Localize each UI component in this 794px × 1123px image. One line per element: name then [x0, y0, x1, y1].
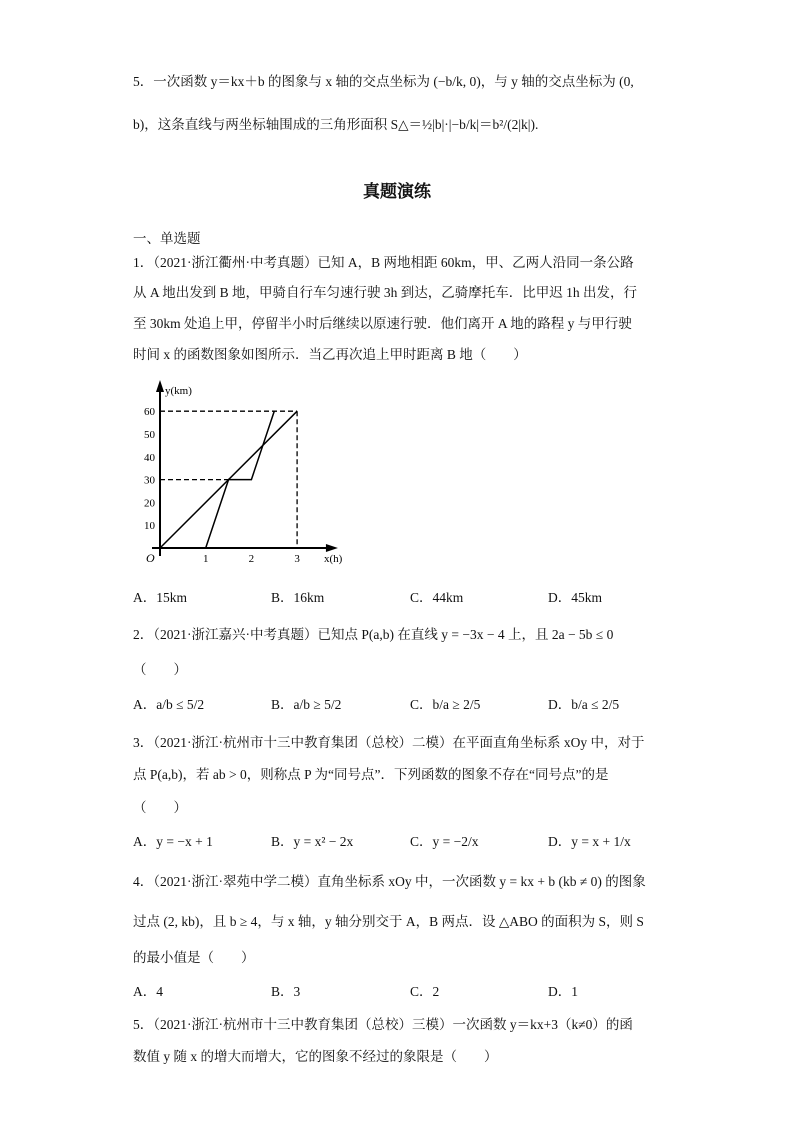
- q4-option-c[interactable]: C．2: [410, 984, 440, 999]
- q3-option-a[interactable]: A．y = −x + 1: [133, 834, 213, 849]
- q3-option-d[interactable]: D．y = x + 1/x: [548, 834, 631, 849]
- q1-line: 时间 x 的函数图象如图所示．当乙再次追上甲时距离 B 地（ ）: [133, 347, 527, 362]
- q3-option-c[interactable]: C．y = −2/x: [410, 834, 479, 849]
- q5-line: 5．（2021·浙江·杭州市十三中教育集团（总校）三模）一次函数 y＝kx+3（k≠0）的函: [133, 1017, 633, 1032]
- q4-option-a[interactable]: A．4: [133, 984, 163, 999]
- y-tick-label: 50: [144, 429, 155, 441]
- y-tick-label: 60: [144, 406, 155, 419]
- q3-line: 点 P(a,b)，若 ab > 0，则称点 P 为“同号点”．下列函数的图象不存在“同号点”的是: [133, 767, 609, 782]
- q4-line: 过点 (2, kb)，且 b ≥ 4，与 x 轴，y 轴分别交于 A，B 两点．设 △ABO 的面积为 S，则 S: [133, 914, 644, 929]
- q4-line: 4．（2021·浙江·翠苑中学二模）直角坐标系 xOy 中，一次函数 y = kx + b (kb ≠ 0) 的图象: [133, 874, 646, 889]
- y-tick-label: 10: [144, 520, 155, 533]
- q1-option-d[interactable]: D．45km: [548, 590, 602, 605]
- series-line-乙: [206, 411, 275, 548]
- summary-line-1: 5．一次函数 y＝kx＋b 的图象与 x 轴的交点坐标为 (−b/k, 0)，与 y 轴的交点坐标为 (0,: [133, 74, 634, 89]
- y-tick-label: 30: [144, 474, 155, 487]
- section-title: 真题演练: [363, 182, 431, 201]
- section-type: 一、单选题: [133, 231, 201, 246]
- x-tick-label: 2: [248, 553, 255, 565]
- x-tick-label: 1: [202, 553, 209, 565]
- q1-line: 1．（2021·浙江衢州·中考真题）已知 A，B 两地相距 60km，甲、乙两人沿同一条公路: [133, 255, 634, 270]
- x-tick-label: 3: [294, 553, 300, 565]
- q2-option-d[interactable]: D．b/a ≤ 2/5: [548, 697, 620, 712]
- q4-option-d[interactable]: D．1: [548, 984, 578, 999]
- q2-line: （ ）: [133, 662, 187, 677]
- q2-line: 2．（2021·浙江嘉兴·中考真题）已知点 P(a,b) 在直线 y = −3x − 4 上，且 2a − 5b ≤ 0: [133, 627, 614, 642]
- y-axis-arrow-icon: [156, 380, 164, 392]
- q2-option-c[interactable]: C．b/a ≥ 2/5: [410, 697, 481, 712]
- summary-line-2: b)，这条直线与两坐标轴围成的三角形面积 S△＝½|b|·|−b/k|＝b²/(2|k|).: [133, 117, 539, 132]
- distance-time-chart: [125, 378, 355, 578]
- q1-option-b[interactable]: B．16km: [271, 590, 325, 605]
- x-axis-label: x(h): [323, 553, 343, 565]
- y-axis-label: y(km): [165, 385, 192, 397]
- y-tick-label: 20: [144, 497, 155, 510]
- q4-option-b[interactable]: B．3: [271, 984, 301, 999]
- q2-option-a[interactable]: A．a/b ≤ 5/2: [133, 697, 205, 712]
- q1-line: 至 30km 处追上甲，停留半小时后继续以原速行驶．他们离开 A 地的路程 y 与甲行驶: [133, 316, 632, 331]
- q4-line: 的最小值是（ ）: [133, 950, 255, 965]
- q1-line: 从 A 地出发到 B 地，甲骑自行车匀速行驶 3h 到达，乙骑摩托车．比甲迟 1h 出发，行: [133, 285, 638, 300]
- q3-line: （ ）: [133, 800, 187, 815]
- y-tick-label: 40: [144, 451, 155, 464]
- q3-option-b[interactable]: B．y = x² − 2x: [271, 834, 354, 849]
- q1-option-a[interactable]: A．15km: [133, 590, 187, 605]
- q1-option-c[interactable]: C．44km: [410, 590, 464, 605]
- q3-line: 3．（2021·浙江·杭州市十三中教育集团（总校）二模）在平面直角坐标系 xOy 中，对于: [133, 735, 645, 750]
- origin-label: O: [146, 551, 155, 565]
- q5-line: 数值 y 随 x 的增大而增大，它的图象不经过的象限是（ ）: [133, 1049, 498, 1064]
- q2-option-b[interactable]: B．a/b ≥ 5/2: [271, 697, 342, 712]
- x-axis-arrow-icon: [326, 544, 338, 552]
